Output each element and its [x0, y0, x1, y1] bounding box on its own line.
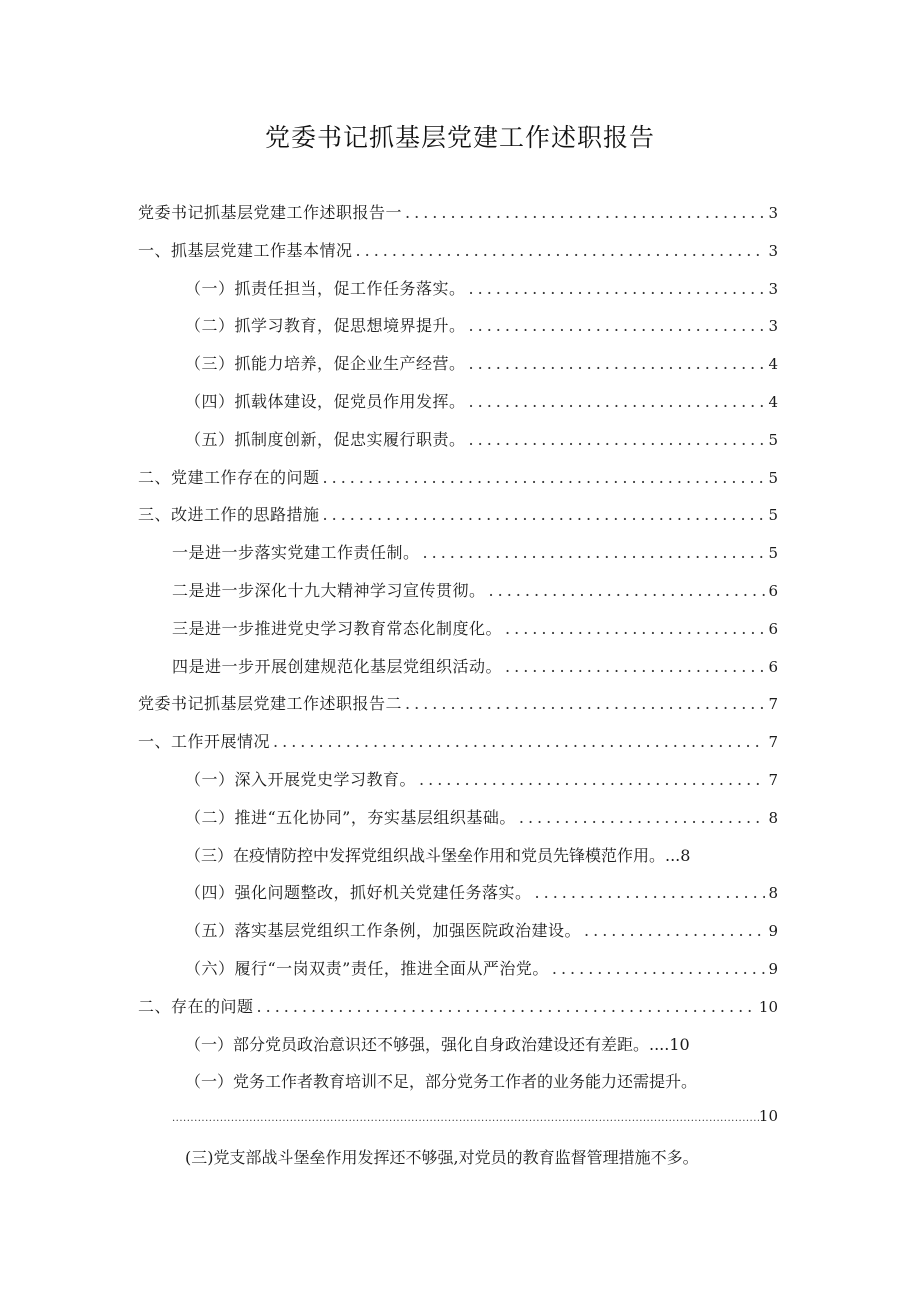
- toc-entry-continuation[interactable]: [138, 1107, 778, 1145]
- toc-entry[interactable]: [138, 994, 778, 1032]
- toc-entry[interactable]: [138, 276, 778, 314]
- toc-entry[interactable]: [138, 691, 778, 729]
- toc-leader-dots: [423, 543, 766, 562]
- toc-leader-dots: [172, 1113, 759, 1124]
- toc-entry-text: （一）部分党员政治意识还不够强，强化自身政治建设还有差距。....10: [185, 1034, 690, 1054]
- toc-leader-dots: [469, 354, 766, 373]
- toc-entry-text: 二、党建工作存在的问题: [138, 467, 320, 487]
- toc-page-number: 7: [768, 733, 778, 752]
- toc-leader-dots: [323, 468, 766, 487]
- toc-page-number: 5: [768, 544, 778, 563]
- toc-entry[interactable]: [138, 389, 778, 427]
- toc-leader-dots: [535, 883, 766, 902]
- toc-page-number: 3: [768, 279, 778, 298]
- toc-leader-dots: [505, 619, 765, 638]
- toc-leader-dots: [469, 430, 766, 449]
- toc-entry[interactable]: [138, 843, 778, 881]
- toc-page-number: 6: [768, 657, 778, 676]
- toc-entry[interactable]: [138, 1145, 778, 1183]
- toc-leader-dots: [469, 279, 766, 298]
- toc-entry-text: （一）深入开展党史学习教育。: [185, 769, 417, 789]
- toc-page-number: 3: [768, 241, 778, 260]
- toc-page-number: 10: [758, 1107, 778, 1126]
- toc-leader-dots: [552, 959, 766, 978]
- toc-entry-text: 一是进一步落实党建工作责任制。: [172, 543, 420, 563]
- toc-page-number: 3: [768, 204, 778, 222]
- toc-entry-text: 四是进一步开展创建规范化基层党组织活动。: [172, 656, 503, 676]
- toc-page-number: 4: [768, 392, 778, 411]
- toc-entry-text: （二）推进“五化协同”，夯实基层组织基础。: [185, 807, 516, 827]
- toc-page-number: 5: [768, 506, 778, 525]
- toc-entry[interactable]: [138, 540, 778, 578]
- toc-leader-dots: [584, 921, 765, 940]
- toc-entry-text: （四）抓载体建设，促党员作用发挥。: [185, 391, 466, 411]
- toc-entry[interactable]: [138, 465, 778, 503]
- toc-page-number: 9: [768, 922, 778, 941]
- toc-entry[interactable]: [138, 767, 778, 805]
- toc-entry-text: 党委书记抓基层党建工作述职报告二: [138, 694, 403, 714]
- toc-leader-dots: [405, 203, 765, 222]
- toc-leader-dots: [323, 505, 766, 524]
- toc-entry-text: （一）抓责任担当，促工作任务落实。: [185, 278, 466, 298]
- toc-entry-text: 一、抓基层党建工作基本情况: [138, 240, 353, 260]
- toc-entry[interactable]: [138, 502, 778, 540]
- toc-page-number: 8: [768, 808, 778, 827]
- toc-entry[interactable]: [138, 880, 778, 918]
- toc-entry-text: （三）在疫情防控中发挥党组织战斗堡垒作用和党员先锋模范作用。...8: [185, 845, 691, 865]
- toc-page-number: 3: [768, 317, 778, 336]
- toc-leader-dots: [489, 581, 766, 600]
- document-title: 党委书记抓基层党建工作述职报告: [264, 123, 655, 152]
- toc-entry-text: 二、存在的问题: [138, 996, 254, 1016]
- toc-entry[interactable]: [138, 351, 778, 389]
- toc-entry[interactable]: [138, 654, 778, 692]
- toc-page-number: 7: [768, 695, 778, 714]
- toc-entry-text: 三是进一步推进党史学习教育常态化制度化。: [172, 618, 503, 638]
- toc-entry-text: （二）抓学习教育，促思想境界提升。: [185, 316, 466, 336]
- toc-entry-text: （五）抓制度创新，促忠实履行职责。: [185, 429, 466, 449]
- table-of-contents: [138, 200, 778, 1183]
- toc-leader-dots: [405, 694, 765, 713]
- toc-page-number: 6: [768, 619, 778, 638]
- toc-entry[interactable]: [138, 729, 778, 767]
- toc-entry[interactable]: [138, 1069, 778, 1107]
- toc-entry-text: 三、改进工作的思路措施: [138, 505, 320, 525]
- toc-entry-text: 党委书记抓基层党建工作述职报告一: [138, 203, 403, 222]
- toc-leader-dots: [505, 657, 765, 676]
- toc-page-number: 5: [768, 468, 778, 487]
- toc-entry-text: （三）抓能力培养，促企业生产经营。: [185, 354, 466, 374]
- toc-entry-text: （一）党务工作者教育培训不足，部分党务工作者的业务能力还需提升。: [185, 1072, 698, 1092]
- toc-entry-text: 二是进一步深化十九大精神学习宣传贯彻。: [172, 580, 486, 600]
- toc-entry-text: （六）履行“一岗双责”责任，推进全面从严治党。: [185, 958, 549, 978]
- toc-leader-dots: [519, 808, 766, 827]
- toc-leader-dots: [469, 316, 766, 335]
- toc-page-number: 7: [768, 770, 778, 789]
- toc-leader-dots: [257, 997, 756, 1016]
- toc-entry[interactable]: [138, 956, 778, 994]
- toc-page-number: 4: [768, 355, 778, 374]
- toc-entry[interactable]: [138, 313, 778, 351]
- toc-page-number: 5: [768, 430, 778, 449]
- toc-entry[interactable]: [138, 805, 778, 843]
- toc-entry[interactable]: [138, 578, 778, 616]
- toc-page-number: 6: [768, 581, 778, 600]
- toc-entry-text: （五）落实基层党组织工作条例，加强医院政治建设。: [185, 921, 582, 941]
- toc-entry[interactable]: [138, 616, 778, 654]
- toc-entry[interactable]: [138, 1032, 778, 1070]
- toc-entry[interactable]: [138, 918, 778, 956]
- toc-entry-text: 一、工作开展情况: [138, 732, 271, 752]
- toc-entry[interactable]: [138, 238, 778, 276]
- toc-leader-dots: [469, 392, 766, 411]
- toc-leader-dots: [356, 241, 766, 260]
- toc-entry-text: （四）强化问题整改，抓好机关党建任务落实。: [185, 883, 532, 903]
- toc-entry-text: (三)党支部战斗堡垒作用发挥还不够强,对党员的教育监督管理措施不多。: [185, 1147, 699, 1167]
- toc-leader-dots: [273, 732, 765, 751]
- toc-entry[interactable]: [138, 427, 778, 465]
- toc-leader-dots: [419, 770, 765, 789]
- toc-page-number: 8: [768, 884, 778, 903]
- toc-entry[interactable]: [138, 200, 778, 238]
- toc-page-number: 10: [758, 997, 778, 1016]
- toc-page-number: 9: [768, 959, 778, 978]
